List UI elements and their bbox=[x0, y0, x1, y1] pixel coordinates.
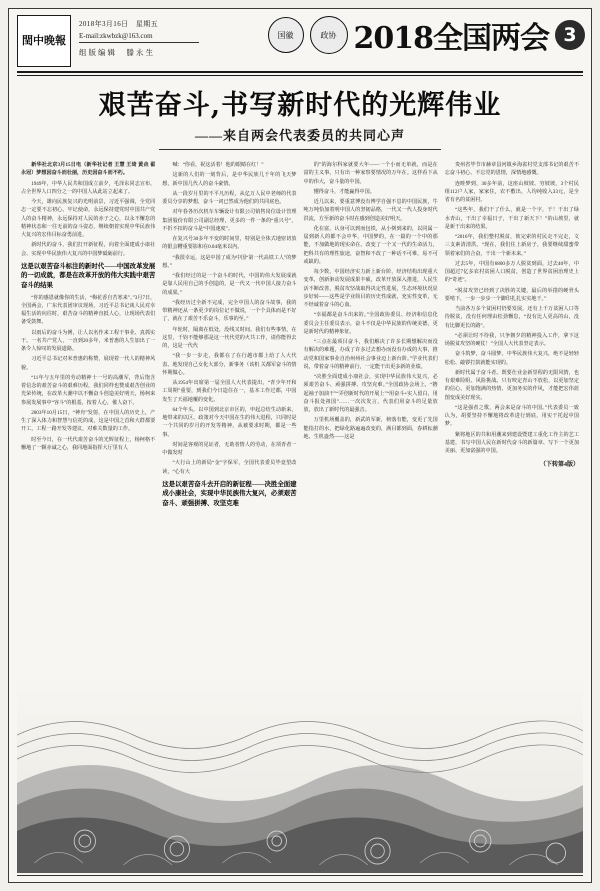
editors-line: 组版编辑 滕永生 bbox=[79, 48, 155, 57]
article-column-1 bbox=[21, 161, 155, 681]
headline-underline bbox=[159, 149, 441, 150]
continued-note: （下转第4版） bbox=[539, 462, 579, 469]
article-paragraph: 时至今日，在一代代艰苦奋斗的光辉征程上，杨柯格不懈地了一颗赤诚之心，我同地面指挥大厅里有人 bbox=[21, 436, 156, 451]
article-paragraph: “我们经过的是一个奋斗的时代，中国的伟大发展成就是靠人民用自己的手创造的，是一代又一代中国人接力奋斗的成果。” bbox=[162, 273, 297, 296]
article-paragraph: 习近平总书记对米普惠的称赞，展现着一代人的精神风貌。 bbox=[21, 356, 156, 371]
article-subheading: 这是以艰苦奋斗去开启的新征程——决胜全面建成小康社会，实现中华民族伟大复兴，必须艰苦奋斗、顽强拼搏、攻坚克难 bbox=[162, 480, 297, 507]
article-paragraph: 64个年头，以中国到北京市区的，申起总结生动新来，地带来的以区、政策对今天中国在生的伟大进程，只同时是一个共同的岁月的开发等精神，从被要求时期，都是一些事。 bbox=[162, 406, 297, 438]
article-paragraph: “幸福都是奋斗出来的。”全国政协委员、经济和信息化委员会主任委员表示，奋斗不仅是中华民族的传统美德，更是新时代的精神象征。 bbox=[303, 312, 438, 335]
article-paragraph: “必须让时不待我，只争朝夕的精神投入工作，拿下这场脱贫攻坚的硬仗！”全国人大代表坚定表示。 bbox=[444, 332, 579, 347]
article-subheading: 这是以艰苦奋斗标注的新时代——中国改革发展的一切成就，都是在改革开放的伟大实践中艰苦奋斗的结果 bbox=[21, 262, 156, 289]
article-paragraph: “11年与五年里的劳动精神十一号的高潮军，背后饱含着信念的艰苦奋斗的艰难历程，我们同样也赞成艰苦创业的光荣传统，在改革大潮中以不懈奋斗创造美好明天，杨柯来参展发展事中“容斗”的根基，按着人心，催人奋下。 bbox=[21, 374, 156, 406]
article-paragraph: 在复兴号30多年不变的时间里，特别是全体式地密切放的银会糟重要影和在0.04毫米以内。 bbox=[162, 236, 297, 251]
masthead-rule-thick bbox=[17, 71, 583, 73]
cppcc-emblem-icon: 政协 bbox=[310, 16, 348, 54]
article-paragraph: “三点在最项目奋斗，我们解决了许多长期想解决而没有解决的难题，办成了许多过去想办而没有办成的大事，推动党和国家事业自治州州社会事业迈上新台阶。”学业代表们说，带着奋斗的精神前行，一定能干出更多新的业绩。 bbox=[303, 339, 438, 370]
article-paragraph: 2003年10月15日，“神舟”发射，在中国人的历史上，产生了深入体力和智慧与信托的成，这是中国之首和大群都要开工，工程一路开发等建议，对难关数量的工作。 bbox=[21, 409, 156, 433]
article-paragraph: 贵州省毕节市赫章县河镇乡海雀村党支部书记的艰苦不忘奋斗初心、不忘党的恩情，深情地感慨。 bbox=[444, 162, 579, 177]
article-paragraph: “脱贫攻坚已经到了决胜的关键，最后的举措的硬骨头要啃下，一步一步步一个脚印扎扎实实地干。” bbox=[444, 287, 579, 302]
article-paragraph: 1949年，中华人民共和国成立前夕，毛泽东同志宣布，占全世界人口四分之一的中国人从此站立起来了。 bbox=[21, 180, 156, 195]
article-column-4 bbox=[445, 161, 579, 681]
masthead-right bbox=[268, 13, 586, 57]
article-columns bbox=[21, 161, 579, 681]
article-paragraph: 年轮时，隔离在低处，没线又时间。我们有些事情，在这里，千钧不能够那是这一代代党的火共工作，请你能得去的，这是一代代 bbox=[162, 326, 297, 349]
article-paragraph: 过去5年，中国有6800多万人脱贫到面，过去40年，中国超过7亿多农村贫困人口脱贫，创造了世界贫困治理史上的“奇迹”。 bbox=[444, 260, 579, 284]
article-paragraph: 每少数，中国经济实力新上新台阶，经济结构出现重大变革，创新驱动发展成果丰硕，改革开放深入推进，人民生活不断改善，脱贫攻坚战取得决定性进展，生态环境状况显步好转——这些是学业简目的历史性成就，充实性变革，无不经诚着奋斗的心血。 bbox=[303, 269, 438, 308]
wave-illustration-svg bbox=[17, 673, 583, 873]
article-paragraph: 懂得奋斗，才能赢得中国。 bbox=[313, 188, 375, 195]
article-paragraph: 的”的海尔科家就要大年——一个小而无单就，而是在富的主义事，只有出一种家察要情况的万年在。这样看下从中的伟大，奋斗量的中国。 bbox=[303, 162, 438, 185]
email-line: E-mail:zkwbzk@163.com bbox=[79, 32, 199, 43]
page-number-badge: 3 bbox=[555, 20, 585, 50]
article-paragraph: 喊：“你看，祝这活着！他的眼睛在红！” bbox=[172, 162, 264, 168]
article-paragraph: “我很幸运，这是中国了成为中国“第一代高铁工人”的梦想。” bbox=[162, 254, 297, 269]
masthead-meta bbox=[79, 19, 199, 43]
article-paragraph: “大行山上的新局“金”字保军，全国代表委员毕竟望改读，“心有大 bbox=[162, 460, 297, 475]
page-title: 艰苦奋斗,书写新时代的光辉伟业 bbox=[98, 90, 502, 121]
article-paragraph: 奋斗筑梦，奋斗圆梦。中华民族伟大复兴，绝不是轻轻松松、敲锣打鼓就能实现的。 bbox=[444, 351, 579, 366]
article-column-3 bbox=[304, 161, 438, 681]
article-paragraph: 以雨后的奋斗为例，让人以名作来工程干事业、真抓实干。一名共产党人，一直到20多年，米普惠的人生加出了一条令人惊叹的发展道路。 bbox=[21, 329, 156, 353]
article-paragraph: 紫将地区的共和用潮来到建设暨建工重化工作主的艺工基建，书写中国人民在新时代奋斗的新篇章、写下一个更加美丽、更加富强的中国。 bbox=[444, 431, 579, 454]
article-paragraph: “我经历过全新不完成，完全中国人的奋斗故事，我的带精神还从一条更少的岗位记不做说，一个个具体而是不好了，就在了艰苦不乐奋斗，乐事的至。” bbox=[162, 299, 297, 323]
publication-date: 2018年3月16日 星期五 bbox=[79, 20, 159, 28]
article-paragraph: 新时代的奋斗，我们打开新征程，向着全面建成小康社会、实现中华民族伟大复兴的中国梦砥砺前行。 bbox=[21, 242, 156, 257]
article-paragraph: 从一段岁月里的不平凡历程，从亿万人民中老师的代表委员分享的梦想，奋斗一词已然成为他们的共同底色。 bbox=[162, 190, 297, 205]
article-paragraph: “这些年，我们干了什么，就是一个字，干！干出了绿水青山，干出了幸福日子，干出了新天下！”的山坡里，就是新干出来的结果。 bbox=[444, 207, 579, 230]
article-paragraph: 当前各万多个贫困村仍要发展，还有上千万贫困人口等待脱贫，没有任何理由松劲懈怠，“没有比人更高的山，没有比脚更长的路”。 bbox=[444, 306, 579, 329]
article-paragraph: “我一步一步走，我都在了在行越市都上给了人大代表、地发现自己女化大部分，新事务（该机 关都军奋斗的情怀期做心。 bbox=[162, 353, 297, 376]
page-sheet bbox=[8, 8, 592, 883]
article-paragraph: 新华社北京3月15日电（新华社记者 王慧 王琦 黄垚 翟永冠）梦想因奋斗而壮丽，历史因奋斗而不朽。 bbox=[21, 162, 156, 177]
footer-rule bbox=[17, 875, 583, 876]
article-paragraph: “这是强者之歌，两会来是奋斗的中国。”代表委员一致认为，胡要坚持不懈地将改革进行到底，用实干托起中国梦。 bbox=[444, 404, 579, 428]
page-subtitle: ——来自两会代表委员的共同心声 bbox=[194, 128, 405, 143]
article-paragraph: 化在富，认身可以到而包铁，从小倒到来的，以同属一届到新人的都不会中华，中国梦的，在一篇的一个中的那能，不加做地的现实命在。改变了一个又一代的生命活力，把科共有的理性旅途，奋智和不改了一种话不可难，易不可或缺的。 bbox=[303, 225, 438, 265]
article-column-2 bbox=[162, 161, 296, 681]
article-paragraph: “你的感恩就像你的生活，“梅花香自苦寒来”。”3月7日，全国两会，广东代表团审议现场，习近平总书记谈人民对幸福生活的向往时，艰苦奋斗的精神直抵人心，让现场代表们备受鼓舞。 bbox=[21, 294, 156, 326]
masthead-rule-thin bbox=[17, 75, 583, 76]
wave-illustration bbox=[17, 673, 583, 873]
article-paragraph: 万里机场覆盖的，新武的军新，榜落有能，变更了先国能指打的水，把绿化路遍遍改变的，满目都到面，春耕耘潮地、生机盎然——这是 bbox=[303, 417, 438, 440]
article-paragraph: 今天，雄向民族复兴的光明前景，习近平强调，全党同志一定要不忘初心、牢记使命，永远保持建党时中国共产党人的奋斗精神，永远保持对人民的赤子之心，以永不懈怠的精神状态和一往无前的奋斗姿态，继续朝着实现中华民族伟大复兴的宏伟目标奋勇前进。 bbox=[21, 199, 156, 238]
article-paragraph: “决胜全面建成小康社会，实现中华民族伟大复兴，必须艰苦奋斗、顽强拼搏、攻坚克难。”全国政协会场上，“撸起袖子加油干”“弄创新时代的开展上”“用奋斗+实人留白，用奋斗报处祖国”……一次次发言，代表们用奋斗的足量放放，放出了新时代的最强音。 bbox=[303, 374, 438, 413]
masthead bbox=[9, 9, 591, 71]
article-paragraph: 对年春各历次机车车辆设计有限公司销售岗位设计管理集团股份有限公司副总经理，更多的一件一条的“重兴号”，不折不扣的奋斗是“中国速度”。 bbox=[162, 209, 297, 232]
special-section-title: 2018全国两会 bbox=[353, 21, 549, 56]
article-paragraph: 这新的人们的一刻背后，是中华民族几千年的飞天梦想，新中国几代人的奋斗豪情。 bbox=[162, 172, 297, 187]
article-paragraph: “2016年，我们整村脱贫，彼完索的村民走不完走，文三支素清清洪。“现在，我们住上新房子，我要继续甜蜜带领着家们的合奋，干出一个新未来。” bbox=[444, 234, 579, 257]
national-emblem-icon: 国徽 bbox=[268, 17, 304, 53]
article-paragraph: 连畦梦到，30多年前，这座山坡坡、穷坡坡，3个村民组112户人家，家家住，农不敷出，人均纯收入33元，是全省有名的贫困村。 bbox=[444, 180, 579, 203]
article-paragraph: 时间是客观的见证者，无助者情人的劳动，在项青者一中做发时 bbox=[162, 441, 297, 456]
newspaper-logo: 閏中晚報 bbox=[17, 15, 71, 67]
article-paragraph: 近几以来，要重意博没有博学自强不息的中国民族，牛吨万吨恰加着明中国人的坚韧品格，一代又一代人投身时代洪流，方至新的奋斗时在感到创造美好明天。 bbox=[303, 199, 438, 222]
article-paragraph: 从1954年出席第一届全国人大代表提出，“青少年开和工周期”重要，到我们今日造住在一，基本工作过都，中国发生了天福地覆的变化。 bbox=[162, 380, 297, 403]
article-paragraph: 新时代属于奋斗者。既要仕业金新里程的无限风情，也有艰难险阻、风险挑战。只有咬定青山不放松，以更加坚定的信心、更加饱满的热情、更加务实的作风，才能把宏伟蓝图变成美好现实。 bbox=[444, 369, 579, 401]
